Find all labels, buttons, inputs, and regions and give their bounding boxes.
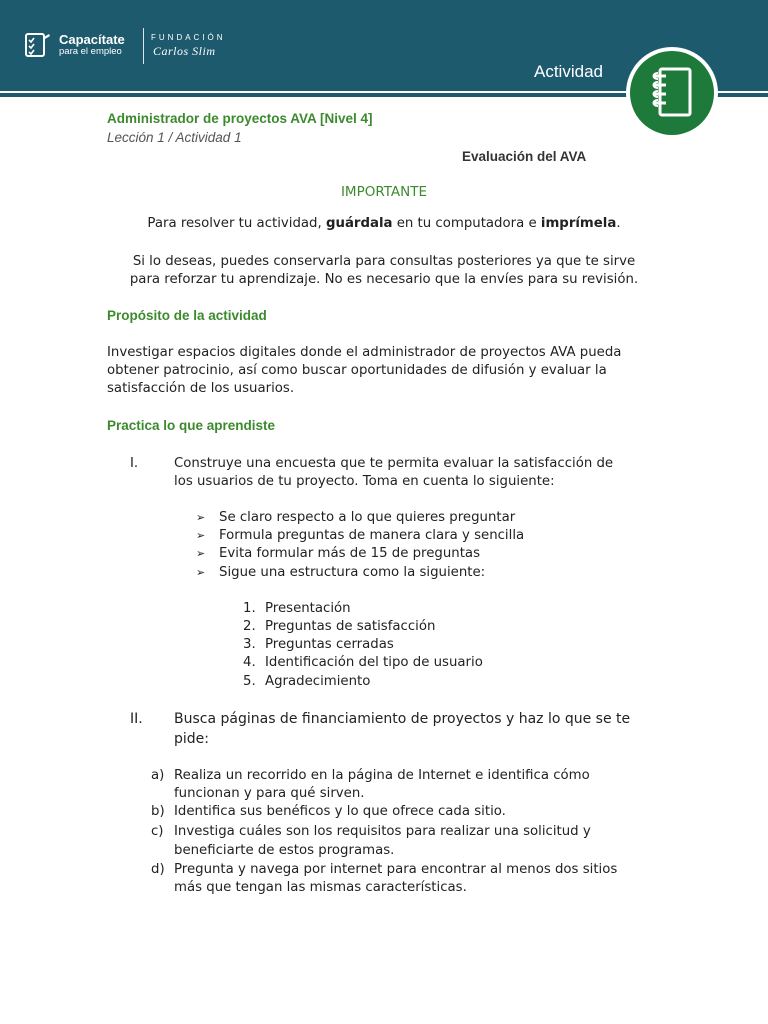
lettered-item-line: Investiga cuáles son los requisitos para realizar una solicitud y xyxy=(174,824,591,839)
bullet-item: Se claro respecto a lo que quieres preguntar xyxy=(219,510,516,525)
instruction-bold-save: guárdala xyxy=(325,216,393,231)
lettered-item-line: Identifica sus benéficos y lo que ofrece cada sitio. xyxy=(174,804,506,819)
number-marker: 4. xyxy=(243,655,256,670)
roman-marker-1: I. xyxy=(130,456,139,471)
numbered-item: Presentación xyxy=(265,601,351,616)
numbered-item: Preguntas cerradas xyxy=(265,637,394,652)
numbered-item: Identificación del tipo de usuario xyxy=(265,655,483,670)
purpose-heading: Propósito de la actividad xyxy=(107,308,267,323)
lettered-item-line: Pregunta y navega por internet para encontrar al menos dos sitios xyxy=(174,862,618,877)
instruction-keep-line-2: para reforzar tu aprendizaje. No es necesario que la envíes para su revisión. xyxy=(129,272,639,287)
lesson-label: Lección 1 / Actividad 1 xyxy=(107,130,242,145)
instruction-text: Para resolver tu actividad, xyxy=(147,216,326,231)
section-label: Actividad xyxy=(534,62,603,81)
lettered-item-line: beneficiarte de estos programas. xyxy=(174,843,395,858)
course-title: Administrador de proyectos AVA [Nivel 4] xyxy=(107,111,373,126)
logo-divider xyxy=(143,28,144,64)
lettered-item-line: más que tengan las mismas características. xyxy=(174,880,467,895)
importante-heading: IMPORTANTE xyxy=(340,184,428,200)
letter-marker: a) xyxy=(151,768,165,783)
purpose-line: Investigar espacios digitales donde el administrador de proyectos AVA pueda xyxy=(107,345,622,360)
letter-marker: d) xyxy=(151,862,165,877)
instruction-bold-print: imprímela xyxy=(540,216,617,231)
item-i-line: Construye una encuesta que te permita evaluar la satisfacción de xyxy=(174,456,614,471)
number-marker: 1. xyxy=(243,601,256,616)
foundation-name: Carlos Slim xyxy=(153,44,216,58)
number-marker: 5. xyxy=(243,674,256,689)
foundation-label: FUNDACIÓN xyxy=(151,33,226,42)
lettered-item-line: funcionan y para qué sirven. xyxy=(174,786,365,801)
number-marker: 3. xyxy=(243,637,256,652)
purpose-line: satisfacción de los usuarios. xyxy=(107,381,295,396)
evaluation-label: Evaluación del AVA xyxy=(462,149,587,164)
instruction-keep-line-1: Si lo deseas, puedes conservarla para consultas posteriores ya que te sirve xyxy=(132,254,636,269)
arrow-bullet-icon: ➢ xyxy=(196,511,206,524)
number-marker: 2. xyxy=(243,619,256,634)
bullet-item: Sigue una estructura como la siguiente: xyxy=(219,565,486,580)
arrow-bullet-icon: ➢ xyxy=(196,566,206,579)
letter-marker: c) xyxy=(151,824,164,839)
brand-name: Capacítate xyxy=(59,32,125,47)
instruction-save-print xyxy=(0,215,768,233)
numbered-item: Preguntas de satisfacción xyxy=(265,619,436,634)
item-ii-line: Busca páginas de financiamiento de proyectos y haz lo que se te xyxy=(174,711,631,727)
instruction-text-end: . xyxy=(616,216,621,231)
letter-marker: b) xyxy=(151,804,165,819)
bullet-item: Evita formular más de 15 de preguntas xyxy=(219,546,480,561)
roman-marker-2: II. xyxy=(130,711,143,727)
item-i-line: los usuarios de tu proyecto. Toma en cuenta lo siguiente: xyxy=(174,474,555,489)
item-ii-line: pide: xyxy=(174,731,209,747)
instruction-text-mid: en tu computadora e xyxy=(392,216,541,231)
lettered-item-line: Realiza un recorrido en la página de Internet e identifica cómo xyxy=(174,768,590,783)
bullet-item: Formula preguntas de manera clara y sencilla xyxy=(219,528,525,543)
arrow-bullet-icon: ➢ xyxy=(196,547,206,560)
checklist-icon xyxy=(24,31,52,59)
brand-subtitle: para el empleo xyxy=(59,46,122,57)
notebook-icon xyxy=(624,45,720,141)
numbered-item: Agradecimiento xyxy=(265,674,371,689)
purpose-line: obtener patrocinio, así como buscar oportunidades de difusión y evaluar la xyxy=(107,363,607,378)
arrow-bullet-icon: ➢ xyxy=(196,529,206,542)
practice-heading: Practica lo que aprendiste xyxy=(107,418,276,433)
